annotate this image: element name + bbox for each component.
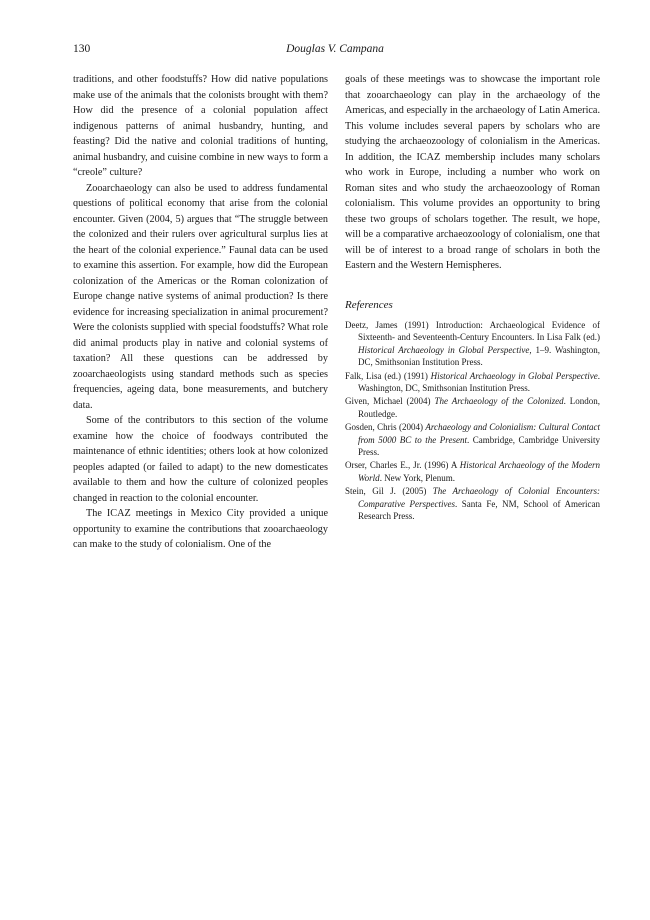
reference-text: Falk, Lisa (ed.) (1991) — [345, 370, 431, 381]
reference-title: The Archaeology of the Colonized — [434, 396, 564, 407]
reference-title: Historical Archaeology in Global Perspective — [430, 370, 598, 381]
reference-item — [345, 459, 600, 484]
reference-text: . Cambridge, Cambridge University Press. — [358, 434, 600, 458]
reference-text: Orser, Charles E., Jr. (1996) A — [345, 460, 460, 471]
reference-item — [345, 370, 600, 395]
body-paragraph: goals of these meetings was to showcase the important role that zooarchaeology can play in the archaeology of the Americas, and especially in the archaeology of Latin America. This volume includes several papers by scholars who are studying the archaeozoology of colonialism in the Americas. In addition, the ICAZ membership includes many scholars who work in Europe, including a number who work on Roman sites and who study the archaeozoology of Roman colonialism. This volume provides an opportunity to bring these two groups of scholars together. The result, we hope, will be a comparative archaeozoology of colonialism, one that will be of interest to a broad range of scholars in both the Eastern and the Western Hemispheres. — [345, 74, 600, 271]
body-paragraph: Some of the contributors to this section of the volume examine how the choice of foodways contributed the maintenance of ethnic identities; others look at how colonized peoples adapted (or failed to adapt) to the new domesticates available to them and how the culture of colonized peoples changed in reaction to the colonial encounter. — [73, 415, 328, 504]
running-head: Douglas V. Campana — [286, 43, 384, 55]
reference-title: Archaeology and Colonialism: Cultural Contact from 5000 BC to the Present — [358, 422, 600, 445]
reference-text: Deetz, James (1991) Introduction: Archaeological Evidence of Sixteenth- and Seventeenth-Century Encounters. In Lisa Falk (ed.) — [345, 320, 600, 343]
reference-text: Gosden, Chris (2004) — [345, 422, 426, 433]
reference-item — [345, 395, 600, 420]
reference-text: . New York, Plenum. — [379, 472, 455, 483]
reference-text: . Santa Fe, NM, School of American Research Press. — [358, 498, 600, 522]
reference-item — [345, 421, 600, 458]
reference-title: Historical Archaeology of the Modern World — [358, 460, 601, 483]
body-paragraph: The ICAZ meetings in Mexico City provided a unique opportunity to examine the contributions that zooarchaeology can make to the study of colonialism. One of the — [73, 508, 328, 550]
reference-title: Historical Archaeology in Global Perspective — [358, 344, 530, 355]
reference-text: . Washington, DC, Smithsonian Institution Press. — [358, 370, 601, 394]
left-column — [73, 72, 328, 553]
reference-item — [345, 319, 600, 369]
reference-text: Given, Michael (2004) — [345, 396, 435, 407]
references-heading: References — [345, 298, 393, 311]
reference-text: Stein, Gil J. (2005) — [345, 486, 433, 497]
reference-list — [345, 319, 600, 523]
right-column — [345, 72, 600, 524]
reference-text: , 1–9. Washington, DC, Smithsonian Institution Press. — [358, 344, 601, 368]
body-paragraph: traditions, and other foodstuffs? How did native populations make use of the animals that the colonists brought with them? How did the presence of a colonial population affect indigenous patterns of animal husbandry, hunting, and feasting? Did the native and colonial traditions of hunting, animal husbandry, and cuisine combine in new ways to form a “creole” culture? — [73, 74, 328, 178]
reference-title: The Archaeology of Colonial Encounters: Comparative Perspectives — [358, 486, 601, 509]
reference-text: . London, Routledge. — [358, 396, 601, 419]
body-paragraph: Zooarchaeology can also be used to address fundamental questions of political economy that arise from the colonial encounter. Given (2004, 5) argues that “The struggle between the colonized and their rulers over agricultural surplus lies at the heart of the colonial experience.” Faunal data can be used to examine this assertion. For example, how did the European colonization of the Americas or the Roman colonization of Europe change native systems of animal production? Is there evidence for increasing specialization in animal procurement? Were the colonists supplied with special foodstuffs? What role did animal products play in native and colonial systems of taxation? All these questions can be addressed by zooarchaeologists using standard methods such as species frequencies, ageing data, bone measurements, and butchery data. — [73, 182, 328, 411]
reference-item — [345, 485, 600, 522]
page-number: 130 — [73, 43, 91, 55]
